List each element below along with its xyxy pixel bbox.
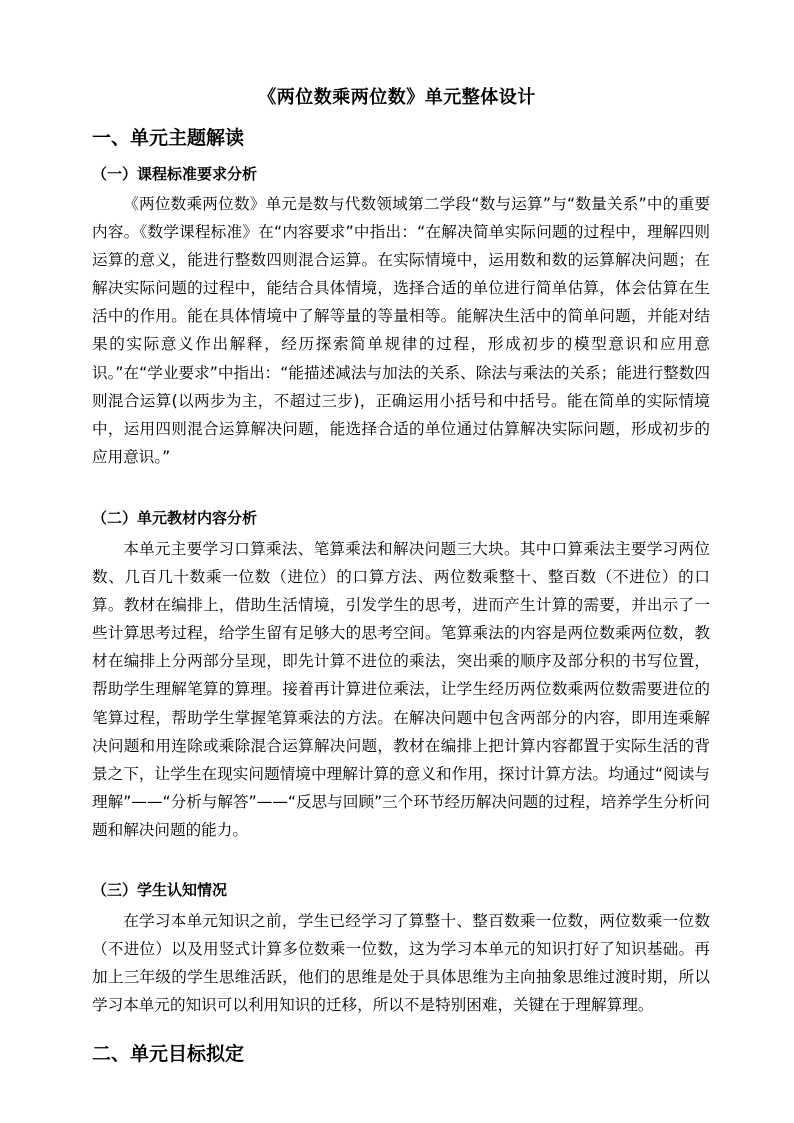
section-heading-goals: 二、单元目标拟定 <box>92 1043 245 1065</box>
paragraph-curriculum: 《两位数乘两位数》单元是数与代数领域第二学段“数与运算”与“数量关系”中的重要内容。《数学课程标准》在“内容要求”中指出：“在解决简单实际问题的过程中，理解四则运算的意义，能进行整数四则混合运算。在实际情境中，运用数和数的运算解决问题；在解决实际问题的过程中，能结合具体情境，选择合适的单位进行简单估算，体会估算在生活中的作用。能在具体情境中了解等量的等量相等。能解决生活中的简单问题，并能对结果的实际意义作出解释，经历探索简单规律的过程，形成初步的模型意识和应用意识。”在“学业要求”中指出：“能描述减法与加法的关系、除法与乘法的关系；能进行整数四则混合运算(以两步为主，不超过三步)，正确运用小括号和中括号。能在简单的实际情境中，运用四则混合运算解决问题，能选择合适的单位通过估算解决实际问题，形成初步的应用意识。” <box>92 195 710 466</box>
paragraph-textbook: 本单元主要学习口算乘法、笔算乘法和解决问题三大块。其中口算乘法主要学习两位数、几百几十数乘一位数（进位）的口算方法、两位数乘整十、整百数（不进位）的口算。教材在编排上，借助生活情境，引发学生的思考，进而产生计算的需要，并出示了一些计算思考过程，给学生留有足够大的思考空间。笔算乘法的内容是两位数乘两位数，教材在编排上分两部分呈现，即先计算不进位的乘法，突出乘的顺序及部分积的书写位置，帮助学生理解笔算的算理。接着再计算进位乘法，让学生经历两位数乘两位数需要进位的笔算过程，帮助学生掌握笔算乘法的方法。在解决问题中包含两部分的内容，即用连乘解决问题和用连除或乘除混合运算解决问题，教材在编排上把计算内容都置于实际生活的背景之下，让学生在现实问题情境中理解计算的意义和作用，探讨计算方法。均通过“阅读与理解”——“分析与解答”——“反思与回顾”三个环节经历解决问题的过程，培养学生分析问题和解决问题的能力。 <box>92 540 710 839</box>
subsection-heading-cognition: （三）学生认知情况 <box>92 881 228 899</box>
paragraph-cognition: 在学习本单元知识之前，学生已经学习了算整十、整百数乘一位数，两位数乘一位数（不进位）以及用竖式计算多位数乘一位数，这为学习本单元的知识打好了知识基础。再加上三年级的学生思维活跃，他们的思维是处于具体思维为主向抽象思维过渡时期，所以学习本单元的知识可以利用知识的迁移，所以不是特别困难，关键在于理解算理。 <box>92 912 710 1015</box>
document-title: 《两位数乘两位数》单元整体设计 <box>258 87 536 108</box>
subsection-heading-curriculum: （一）课程标准要求分析 <box>92 165 258 183</box>
subsection-heading-textbook: （二）单元教材内容分析 <box>92 509 258 527</box>
section-heading-theme: 一、单元主题解读 <box>92 127 245 149</box>
